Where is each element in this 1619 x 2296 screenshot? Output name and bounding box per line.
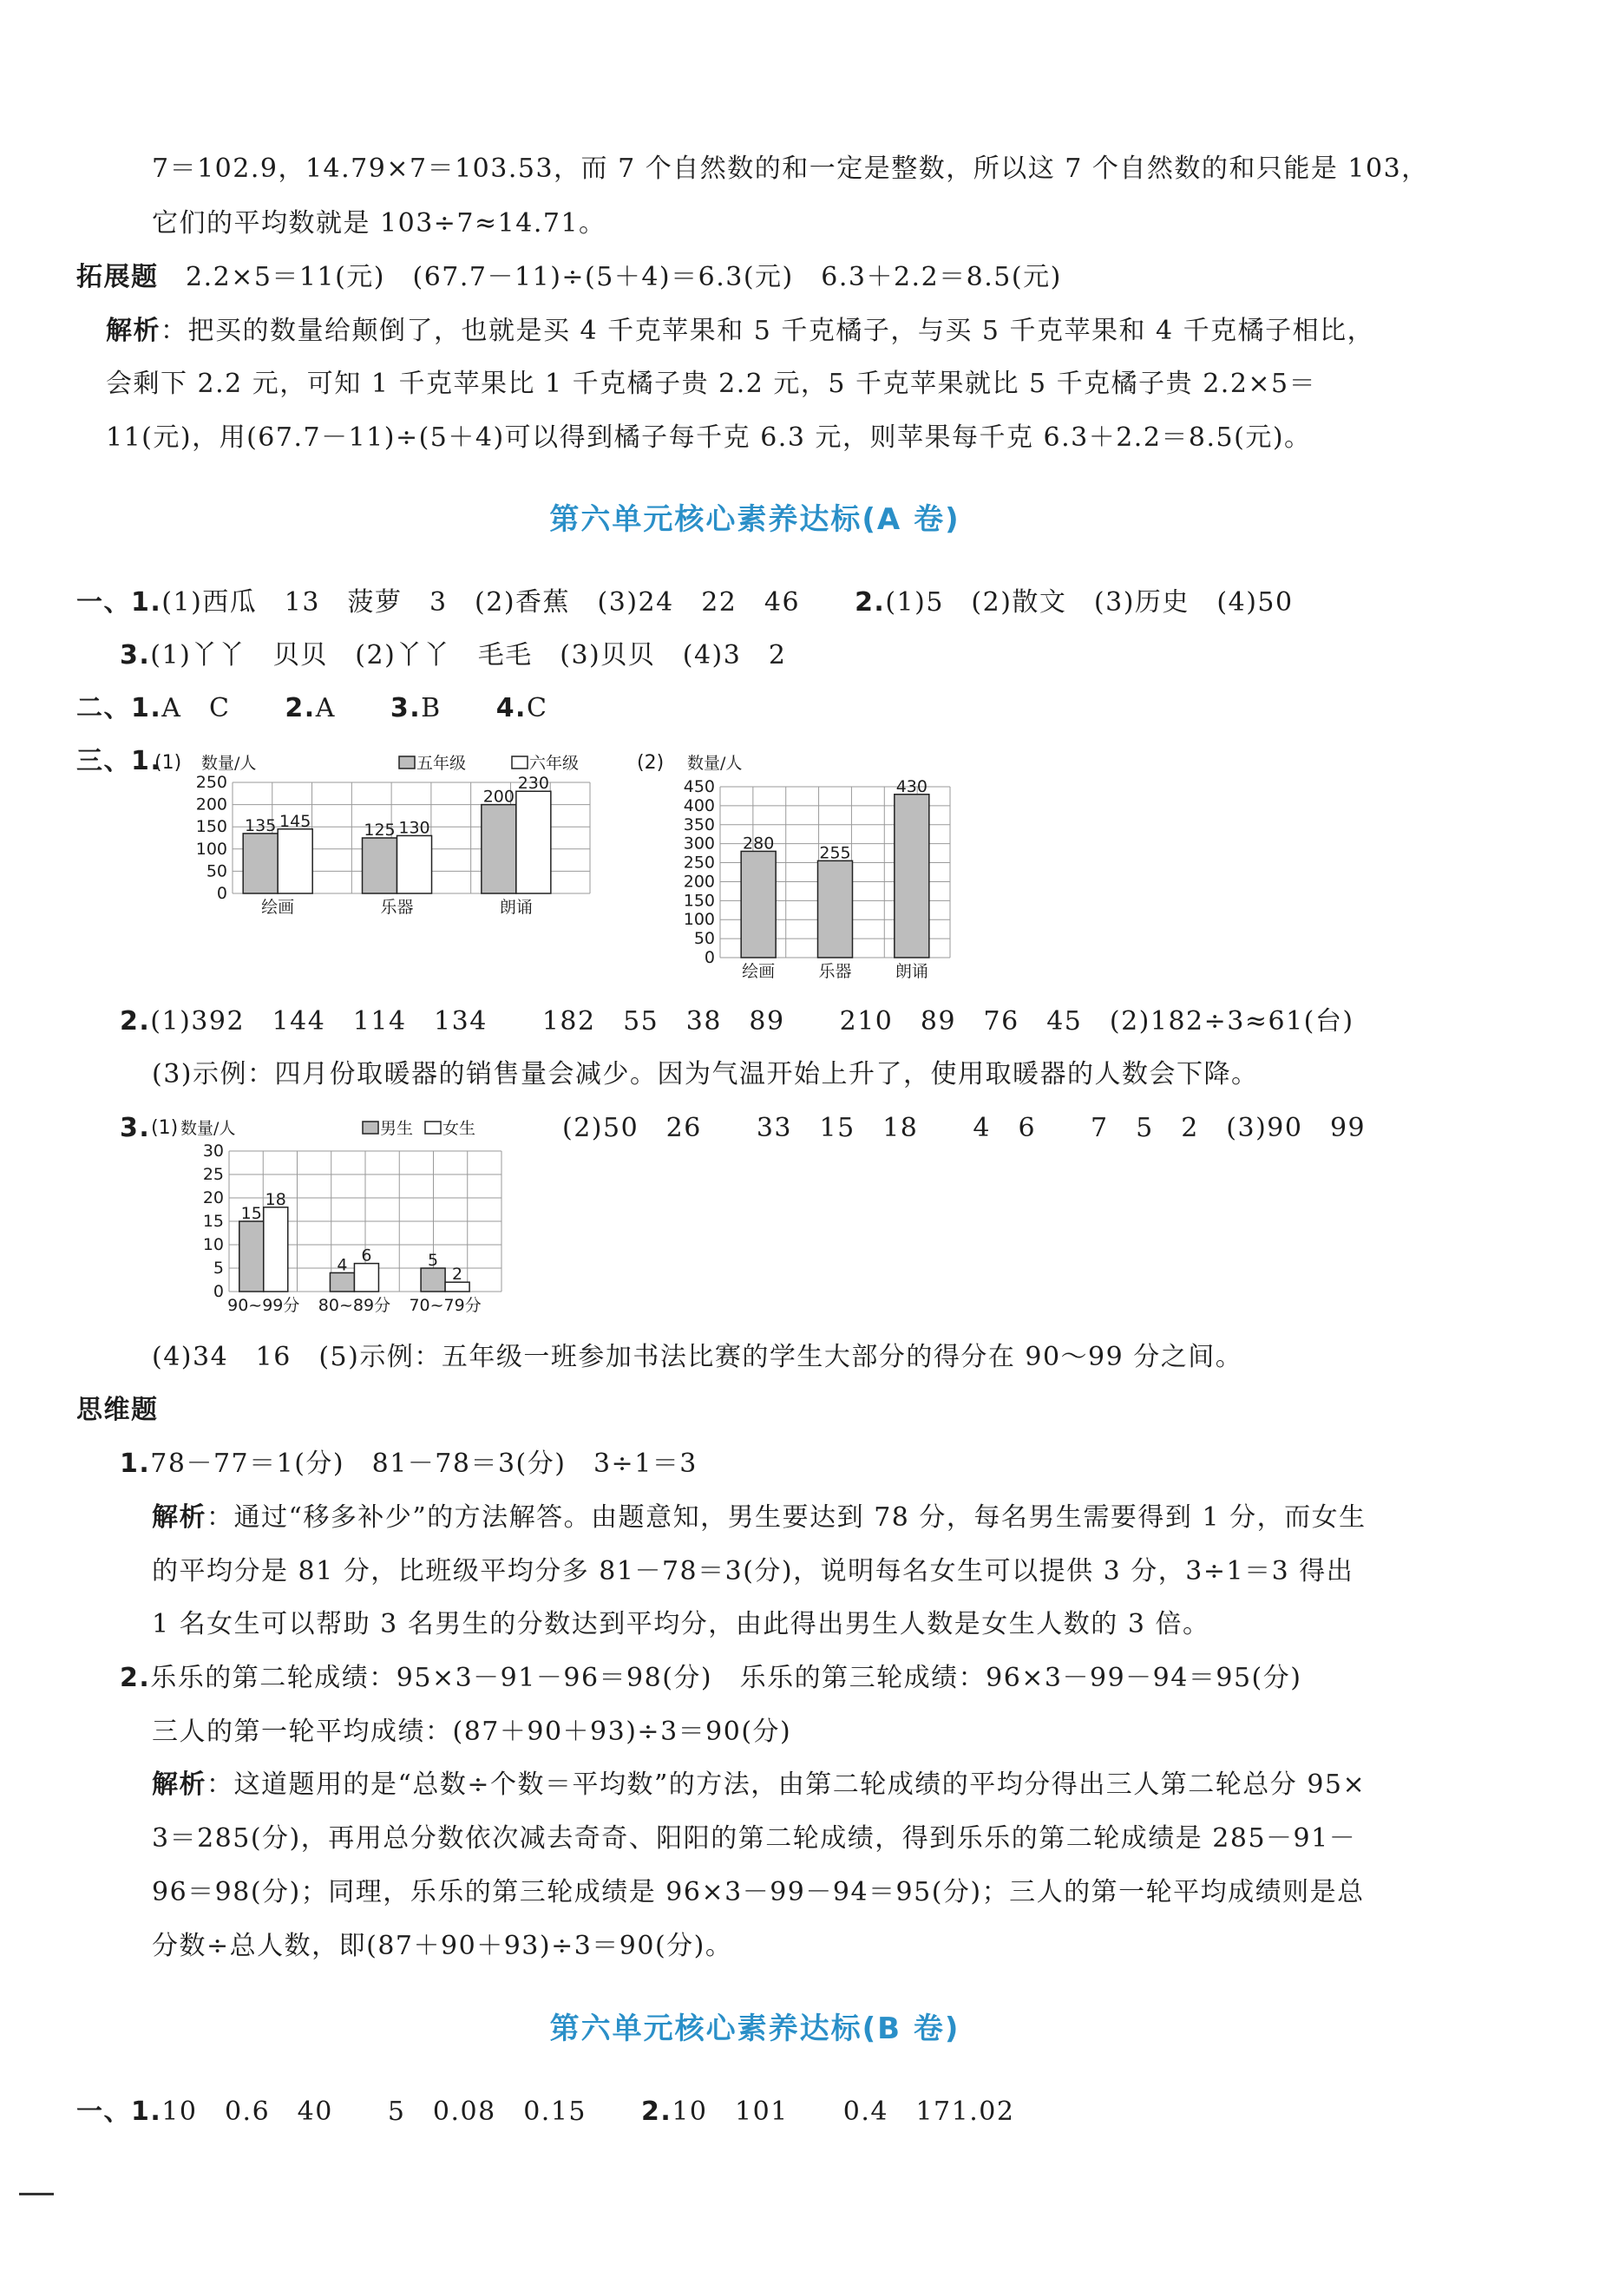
y-tick-label: 200 (195, 795, 227, 814)
x-tick-label: 90~99分 (227, 1296, 300, 1315)
analysis-line: 3＝285(分)，再用总分数依次减去奇奇、阳阳的第二轮成绩，得到乐乐的第二轮成绩是 285－91－ (152, 1823, 1357, 1854)
bar (895, 795, 929, 958)
question-number: 1. (120, 1449, 151, 1479)
paragraph-line: 7＝102.9，14.79×7＝103.53，而 7 个自然数的和一定是整数，所以这 7 个自然数的和只能是 103， (152, 154, 1429, 184)
answer-line: (4)34 16 (5)示例：五年级一班参加书法比赛的学生大部分的得分在 90～99 分之间。 (152, 1342, 1243, 1372)
answer-line: (2)50 26 33 15 18 4 6 7 5 2 (3)90 99 (562, 1113, 1367, 1143)
y-tick-label: 10 (202, 1235, 224, 1254)
y-tick-label: 250 (683, 853, 715, 873)
data-label: 125 (364, 821, 396, 840)
data-label: 5 (428, 1251, 439, 1270)
answer-line (120, 1004, 1354, 1039)
data-label: 130 (398, 818, 430, 838)
y-tick-label: 50 (693, 929, 715, 949)
y-tick-label: 25 (202, 1165, 224, 1184)
answer-text: 10 0.6 40 5 0.08 0.15 (161, 2096, 587, 2127)
y-tick-label: 20 (202, 1188, 224, 1207)
bar (421, 1268, 445, 1292)
bar (264, 1207, 288, 1292)
data-label: 230 (517, 774, 549, 794)
analysis-line: 分数÷总人数，即(87＋90＋93)÷3＝90(分)。 (152, 1931, 733, 1961)
question-number: 3. (120, 640, 151, 670)
section-title-a: 第六单元核心素养达标(A 卷) (549, 502, 960, 537)
y-tick-label: 100 (683, 910, 715, 930)
bar (330, 1272, 354, 1292)
bar (363, 838, 397, 893)
y-tick-label: 250 (195, 773, 227, 792)
extension-answer: 2.2×5＝11(元) (67.7－11)÷(5＋4)＝6.3(元) 6.3＋2.2＝8.5(元) (186, 262, 1062, 292)
y-tick-label: 350 (683, 814, 715, 834)
analysis-line (152, 1768, 1366, 1802)
y-tick-label: 200 (683, 872, 715, 892)
answer-text: 10 101 0.4 171.02 (672, 2096, 1015, 2127)
question-number: 2. (641, 2096, 672, 2127)
y-tick-label: 150 (195, 817, 227, 837)
footer-rule (19, 2193, 54, 2195)
extension-question (76, 260, 1062, 295)
legend-label: 六年级 (529, 754, 580, 773)
bar (278, 829, 312, 893)
legend-swatch (512, 756, 528, 769)
y-tick-label: 400 (683, 795, 715, 815)
data-label: 255 (819, 843, 851, 863)
answer-text: A C (161, 693, 231, 723)
data-label: 4 (337, 1255, 348, 1275)
answer-text: 78－77＝1(分) 81－78＝3(分) 3÷1＝3 (150, 1449, 698, 1479)
analysis-line: 96＝98(分)；同理，乐乐的第三轮成绩是 96×3－99－94＝95(分)；三人的第一轮平均成绩则是总 (152, 1877, 1365, 1907)
legend-label: 男生 (380, 1119, 414, 1138)
y-tick-label: 0 (704, 948, 715, 967)
paragraph-line: 它们的平均数就是 103÷7≈14.71。 (152, 208, 606, 239)
extension-label: 拓展题 (76, 262, 159, 292)
legend-label: 女生 (442, 1119, 476, 1138)
y-tick-label: 15 (202, 1212, 224, 1231)
bar (741, 851, 776, 958)
answer-line (120, 1447, 698, 1482)
x-tick-label: 70~79分 (409, 1296, 482, 1315)
answer-line (76, 2095, 1014, 2129)
data-label: 18 (265, 1189, 286, 1209)
x-tick-label: 80~89分 (318, 1296, 391, 1315)
y-tick-label: 50 (206, 861, 227, 881)
y-tick-label: 5 (213, 1259, 224, 1278)
y-axis-label: 数量/人 (180, 1119, 236, 1138)
answer-text: A (315, 693, 336, 723)
y-tick-label: 0 (213, 1282, 224, 1301)
analysis-text: ：通过“移多补少”的方法解答。由题意知，男生要达到 78 分，每名男生需要得到 1 分，而女生 (206, 1502, 1367, 1533)
y-tick-label: 100 (195, 839, 227, 859)
data-label: 200 (482, 787, 515, 807)
question-number: 一、1. (76, 2096, 162, 2127)
x-tick-label: 朗诵 (895, 962, 928, 981)
bar (243, 834, 278, 893)
answer-text: (1)丫丫 贝贝 (2)丫丫 毛毛 (3)贝贝 (4)3 2 (150, 640, 787, 670)
answer-line (76, 585, 1294, 620)
answer-line (76, 691, 547, 726)
data-label: 145 (279, 811, 311, 831)
y-tick-label: 300 (683, 834, 715, 854)
answer-text: C (526, 693, 548, 723)
bar (818, 860, 853, 958)
bar-chart-score (146, 1113, 554, 1321)
question-number: 2. (120, 1006, 151, 1037)
question-number: 2. (285, 693, 316, 723)
y-tick-label: 30 (202, 1141, 224, 1161)
chart-caption: (1) (151, 1117, 179, 1139)
analysis-label: 解析 (152, 1502, 206, 1533)
answer-text: (1)392 144 114 134 182 55 38 89 210 89 76 45 (2)182÷3≈61(台) (150, 1006, 1354, 1037)
y-tick-label: 0 (216, 884, 227, 903)
bar (516, 791, 551, 893)
answer-text: 乐乐的第二轮成绩：95×3－91－96＝98(分) 乐乐的第三轮成绩：96×3－99－94＝95(分) (150, 1663, 1302, 1693)
analysis-line: 会剩下 2.2 元，可知 1 千克苹果比 1 千克橘子贵 2.2 元，5 千克苹果就比 5 千克橘子贵 2.2×5＝ (106, 369, 1317, 399)
answer-line: (3)示例：四月份取暖器的销售量会减少。因为气温开始上升了，使用取暖器的人数会下降。 (152, 1059, 1259, 1089)
thinking-question-label: 思维题 (76, 1395, 159, 1425)
data-label: 2 (452, 1265, 463, 1285)
question-number: 三、1. (76, 746, 162, 776)
data-label: 280 (743, 834, 775, 854)
answer-text: (1)5 (2)散文 (3)历史 (4)50 (885, 587, 1294, 618)
question-number: 2. (120, 1663, 151, 1693)
chart-caption: (2) (637, 752, 665, 774)
data-label: 15 (240, 1204, 262, 1223)
bar-chart-total (633, 748, 963, 1008)
question-number: 4. (495, 693, 527, 723)
data-label: 430 (895, 776, 927, 796)
analysis-line: 的平均分是 81 分，比班级平均分多 81－78＝3(分)，说明每名女生可以提供 3 分，3÷1＝3 得出 (152, 1556, 1354, 1586)
data-label: 135 (245, 815, 277, 835)
legend-swatch (425, 1122, 441, 1134)
x-tick-label: 绘画 (742, 962, 776, 981)
analysis-line: 1 名女生可以帮助 3 名男生的分数达到平均分，由此得出男生人数是女生人数的 3 倍。 (152, 1609, 1210, 1639)
data-label: 6 (361, 1246, 372, 1266)
bar (482, 805, 516, 893)
answer-text: B (421, 693, 442, 723)
legend-swatch (399, 756, 415, 769)
analysis-line: 11(元)，用(67.7－11)÷(5＋4)可以得到橘子每千克 6.3 元，则苹果每千克 6.3＋2.2＝8.5(元)。 (106, 422, 1312, 453)
y-tick-label: 450 (683, 777, 715, 796)
y-tick-label: 150 (683, 891, 715, 911)
x-tick-label: 乐器 (380, 898, 414, 917)
answer-text: (1)西瓜 13 菠萝 3 (2)香蕉 (3)24 22 46 (161, 587, 801, 618)
x-tick-label: 朗诵 (499, 898, 533, 917)
bar-chart-grade (147, 748, 633, 940)
analysis-text: ：把买的数量给颠倒了，也就是买 4 千克苹果和 5 千克橘子，与买 5 千克苹果和 4 千克橘子相比， (161, 316, 1375, 346)
bar (354, 1264, 378, 1292)
chart-caption: (1) (154, 752, 182, 774)
answer-line (120, 638, 786, 673)
x-tick-label: 乐器 (818, 962, 852, 981)
analysis-text: ：这道题用的是“总数÷个数＝平均数”的方法，由第二轮成绩的平均分得出三人第二轮总分 95× (206, 1769, 1367, 1800)
legend-swatch (363, 1122, 378, 1134)
y-axis-label: 数量/人 (201, 754, 257, 773)
section-title-b: 第六单元核心素养达标(B 卷) (549, 2011, 960, 2046)
answer-line (120, 1661, 1301, 1696)
x-tick-label: 绘画 (261, 898, 295, 917)
question-number: 2. (855, 587, 886, 618)
question-number: 3. (390, 693, 422, 723)
analysis-label: 解析 (106, 316, 161, 346)
answer-line: 三人的第一轮平均成绩：(87＋90＋93)÷3＝90(分) (152, 1717, 792, 1747)
question-number: 一、1. (76, 587, 162, 618)
legend-label: 五年级 (416, 754, 467, 773)
analysis-label: 解析 (152, 1769, 206, 1800)
y-axis-label: 数量/人 (687, 754, 743, 773)
bar (239, 1221, 264, 1292)
question-number: 3. (120, 1113, 151, 1143)
question-number: 二、1. (76, 693, 162, 723)
analysis-line (106, 314, 1374, 349)
analysis-line (152, 1501, 1367, 1535)
bar (397, 835, 432, 893)
